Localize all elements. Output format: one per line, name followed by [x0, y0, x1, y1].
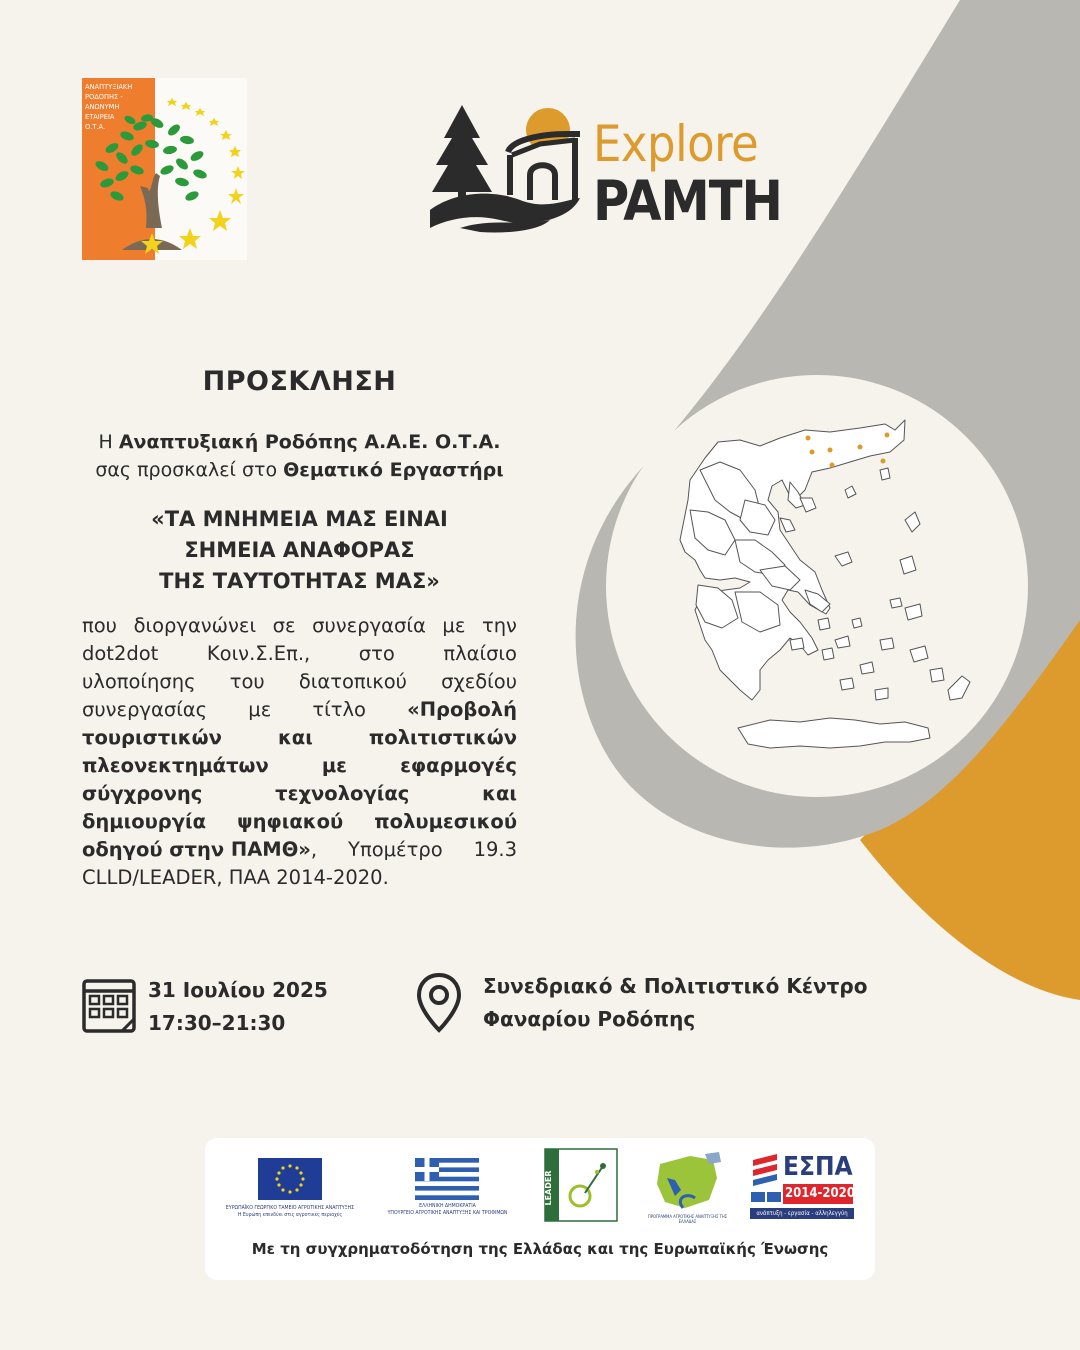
- workshop-type: Θεματικό Εργαστήρι: [283, 459, 504, 481]
- word: δημιουργία: [82, 810, 207, 833]
- event-venue: [483, 970, 867, 1036]
- word: dot2dot: [82, 642, 159, 665]
- word: τεχνολογίας: [275, 782, 410, 805]
- logo-line: ΡΟΔΟΠΗΣ -: [85, 92, 123, 101]
- leader-logo-icon: [545, 1149, 617, 1221]
- leader-label: LEADER: [544, 1170, 553, 1206]
- workshop-subject: [82, 504, 517, 597]
- venue-line-2: Φαναρίου Ροδόπης: [483, 1007, 696, 1031]
- intro-line-1: [82, 428, 517, 456]
- word: διοργανώνει: [133, 614, 257, 637]
- word: 19.3: [473, 838, 517, 861]
- word: ψηφιακού: [237, 810, 344, 833]
- body-line: [82, 640, 517, 668]
- body-line: [82, 696, 517, 724]
- espa-years: 2014-2020: [785, 1186, 855, 1201]
- body-line: [82, 612, 517, 640]
- body-paragraph: [82, 612, 517, 892]
- eu-caption: ΕΥΡΩΠΑΪΚΟ ΓΕΩΡΓΙΚΟ ΤΑΜΕΙΟ ΑΓΡΟΤΙΚΗΣ ΑΝΑΠΤΥΞΗΣ: [225, 1205, 355, 1211]
- body-line: [82, 836, 517, 864]
- body-line: [82, 864, 517, 892]
- word: με: [442, 614, 466, 637]
- eu-flag-icon: [258, 1158, 322, 1200]
- word: την: [481, 614, 517, 637]
- venue-line-1: Συνεδριακό & Πολιτιστικό Κέντρο: [483, 974, 868, 998]
- location-pin-icon: [415, 972, 463, 1034]
- brand-pamth-text: PAMTH: [593, 169, 782, 233]
- greece-caption: ΕΛΛΗΝΙΚΗ ΔΗΜΟΚΡΑΤΙΑ: [419, 1203, 476, 1209]
- word: τίτλο: [312, 698, 366, 721]
- intro-line-2: [82, 456, 517, 484]
- eu-caption-slogan: Η Ευρώπη επενδύει στις αγροτικές περιοχές: [237, 1212, 343, 1218]
- funding-logos-panel: [205, 1138, 875, 1280]
- body-line: [82, 808, 517, 836]
- calendar-icon: [82, 977, 136, 1033]
- paa-caption: ΠΡΟΓΡΑΜΜΑ ΑΓΡΟΤΙΚΗΣ ΑΝΑΠΤΥΞΗΣ ΤΗΣ ΕΛΛΑΔΑΣ: [647, 1214, 728, 1224]
- word: εφαρμογές: [400, 754, 517, 777]
- word: σχεδίου: [441, 670, 517, 693]
- event-datetime: [148, 974, 328, 1040]
- body-line: [82, 668, 517, 696]
- body-line: [82, 724, 517, 752]
- logo-line: Ο.Τ.Α.: [85, 122, 106, 131]
- rural-development-programme-icon: [657, 1152, 721, 1208]
- word: Υπομέτρο: [348, 838, 443, 861]
- intro-text-normal: σας προσκαλεί στο: [95, 459, 284, 481]
- monument-landscape-icon: [430, 100, 590, 235]
- espa-tagline: ανάπτυξη - εργασία - αλληλεγγύη: [756, 1210, 848, 1217]
- organization-name: Αναπτυξιακή Ροδόπης Α.Α.Ε. Ο.Τ.Α.: [118, 431, 501, 453]
- word: διατοπικού: [298, 670, 407, 693]
- logo-line: ΑΝΑΠΤΥΞΙΑΚΗ: [85, 82, 133, 91]
- word: τουριστικών: [82, 726, 222, 749]
- word: Κοιν.Σ.Επ.,: [206, 642, 311, 665]
- event-date: 31 Ιουλίου 2025: [148, 978, 328, 1002]
- word: και: [277, 726, 313, 749]
- project-title-end: οδηγού στην ΠΑΜΘ»: [82, 838, 311, 861]
- word: σε: [272, 614, 296, 637]
- word: συνεργασίας: [82, 698, 208, 721]
- intro-text-normal: Η: [98, 431, 119, 453]
- logo-line: ΕΤΑΙΡΕΙΑ: [85, 112, 115, 121]
- subject-line: «ΤΑ ΜΝΗΜΕΙΑ ΜΑΣ ΕΙΝΑΙ: [151, 507, 448, 531]
- word: πλαίσιο: [443, 642, 517, 665]
- word: πλεονεκτημάτων: [82, 754, 269, 777]
- word: που: [82, 614, 117, 637]
- rodopi-development-logo: [82, 78, 247, 260]
- explore-pamth-logo: [430, 100, 782, 235]
- intro-text: [82, 428, 517, 484]
- word: με: [248, 698, 272, 721]
- word: ,: [310, 838, 318, 861]
- body-line: [82, 752, 517, 780]
- word: και: [482, 782, 517, 805]
- event-time: 17:30–21:30: [148, 1011, 286, 1035]
- word: υλοποίησης: [82, 670, 196, 693]
- word: με: [321, 754, 348, 777]
- project-title-start: «Προβολή: [407, 698, 517, 721]
- word: συνεργασία: [312, 614, 426, 637]
- word: πολυμεσικού: [374, 810, 517, 833]
- brand-explore-text: Explore: [593, 115, 759, 173]
- logo-line: ΑΝΩΝΥΜΗ: [85, 102, 120, 111]
- body-line: [82, 780, 517, 808]
- greek-flag-icon: [415, 1158, 479, 1200]
- olive-tree-icon: [82, 78, 247, 260]
- word: του: [229, 670, 265, 693]
- word: πολιτιστικών: [368, 726, 517, 749]
- program-reference: CLLD/LEADER, ΠΑΑ 2014-2020.: [82, 866, 389, 889]
- page-title: ΠΡΟΣΚΛΗΣΗ: [202, 366, 397, 397]
- subject-line: ΣΗΜΕΙΑ ΑΝΑΦΟΡΑΣ: [184, 538, 415, 562]
- espa-word: ΕΣΠΑ: [783, 1152, 853, 1182]
- word-group: [82, 836, 317, 864]
- word: σύγχρονης: [82, 782, 203, 805]
- subject-line: ΤΗΣ ΤΑΥΤΟΤΗΤΑΣ ΜΑΣ»: [159, 569, 440, 593]
- cofunding-caption: Με τη συγχρηματοδότηση της Ελλάδας και της Ευρωπαϊκής Ένωσης: [251, 1240, 829, 1258]
- word: στο: [358, 642, 395, 665]
- ministry-caption: ΥΠΟΥΡΓΕΙΟ ΑΓΡΟΤΙΚΗΣ ΑΝΑΠΤΥΞΗΣ ΚΑΙ ΤΡΟΦΙΜΩΝ: [387, 1210, 508, 1216]
